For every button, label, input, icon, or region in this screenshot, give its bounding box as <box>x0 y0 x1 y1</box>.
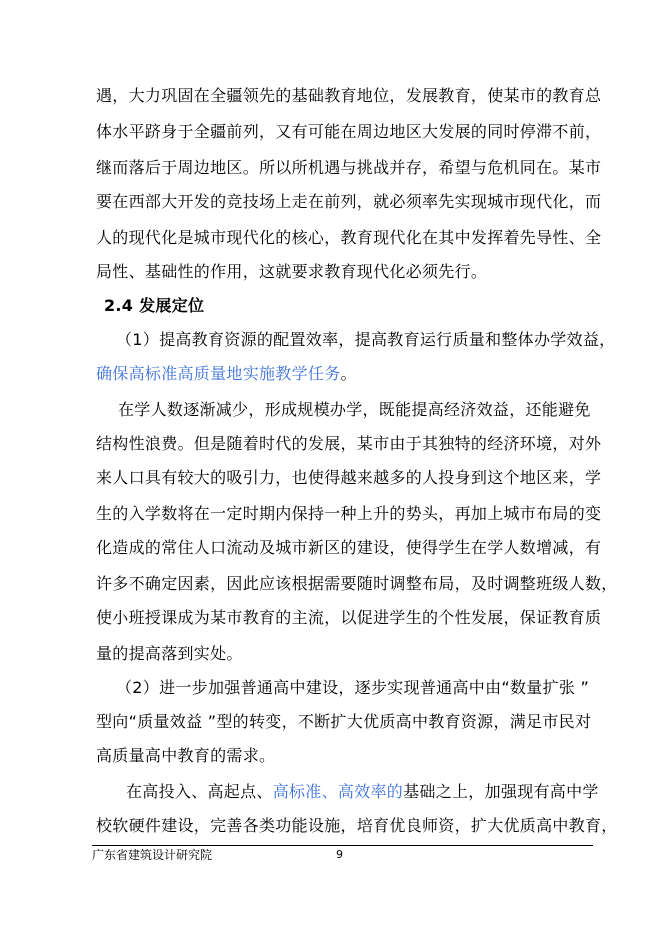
text-span: 在高投入、高起点、 <box>126 782 273 801</box>
paragraph-line: 人的现代化是城市现代化的核心，教育现代化在其中发挥着先导性、全 <box>96 228 602 247</box>
item-2-line: （2）进一步加强普通高中建设，逐步实现普通高中由“数量扩张 ” <box>116 678 590 697</box>
footer-divider <box>92 845 593 846</box>
paragraph-line: 在学人数逐渐减少，形成规模办学，既能提高经济效益，还能避免 <box>118 400 591 419</box>
paragraph-line: 结构性浪费。但是随着时代的发展，某市由于其独特的经济环境，对外 <box>96 434 602 453</box>
paragraph-line: 校软硬件建设，完善各类功能设施，培育优良师资，扩大优质高中教育， <box>96 816 618 835</box>
paragraph-line: 继而落后于周边地区。所以所机遇与挑战并存，希望与危机同在。某市 <box>96 158 602 177</box>
paragraph-line: 体水平跻身于全疆前列，又有可能在周边地区大发展的同时停滞不前， <box>96 122 602 141</box>
paragraph-line: 使小班授课成为某市教育的主流，以促进学生的个性发展，保证教育质 <box>96 608 602 627</box>
paragraph-line: 要在西部大开发的竞技场上走在前列，就必须率先实现城市现代化，而 <box>96 192 602 211</box>
paragraph-line: 局性、基础性的作用，这就要求教育现代化必须先行。 <box>96 262 488 281</box>
footer-organization: 广东省建筑设计研究院 <box>92 848 213 862</box>
page-number: 9 <box>336 848 343 861</box>
section-heading: 2.4 发展定位 <box>104 296 205 315</box>
paragraph-line: 生的入学数将在一定时期内保持一种上升的势头，再加上城市布局的变 <box>96 504 602 523</box>
highlighted-text: 高标准、高效率的 <box>272 782 404 801</box>
text-span: 基础之上，加强现有高中学 <box>403 782 599 801</box>
paragraph-line: 遇，大力巩固在全疆领先的基础教育地位，发展教育，使某市的教育总 <box>96 86 602 105</box>
item-1-line <box>96 364 357 384</box>
paragraph-line: 来人口具有较大的吸引力，也使得越来越多的人投身到这个地区来，学 <box>96 468 602 487</box>
highlighted-text: 确保高标准高质量地实施教学任务 <box>96 364 341 383</box>
punctuation: 。 <box>340 364 357 383</box>
paragraph-line <box>126 782 599 802</box>
item-2-line: 高质量高中教育的需求。 <box>96 746 276 765</box>
paragraph-line: 量的提高落到实处。 <box>96 644 243 663</box>
item-1-line: （1）提高教育资源的配置效率，提高教育运行质量和整体办学效益， <box>116 330 616 349</box>
paragraph-line: 化造成的常住人口流动及城市新区的建设，使得学生在学人数增减，有 <box>96 538 602 557</box>
paragraph-line: 许多不确定因素，因此应该根据需要随时调整布局，及时调整班级人数， <box>96 574 618 593</box>
item-2-line: 型向“质量效益 ”型的转变，不断扩大优质高中教育资源，满足市民对 <box>96 712 592 731</box>
